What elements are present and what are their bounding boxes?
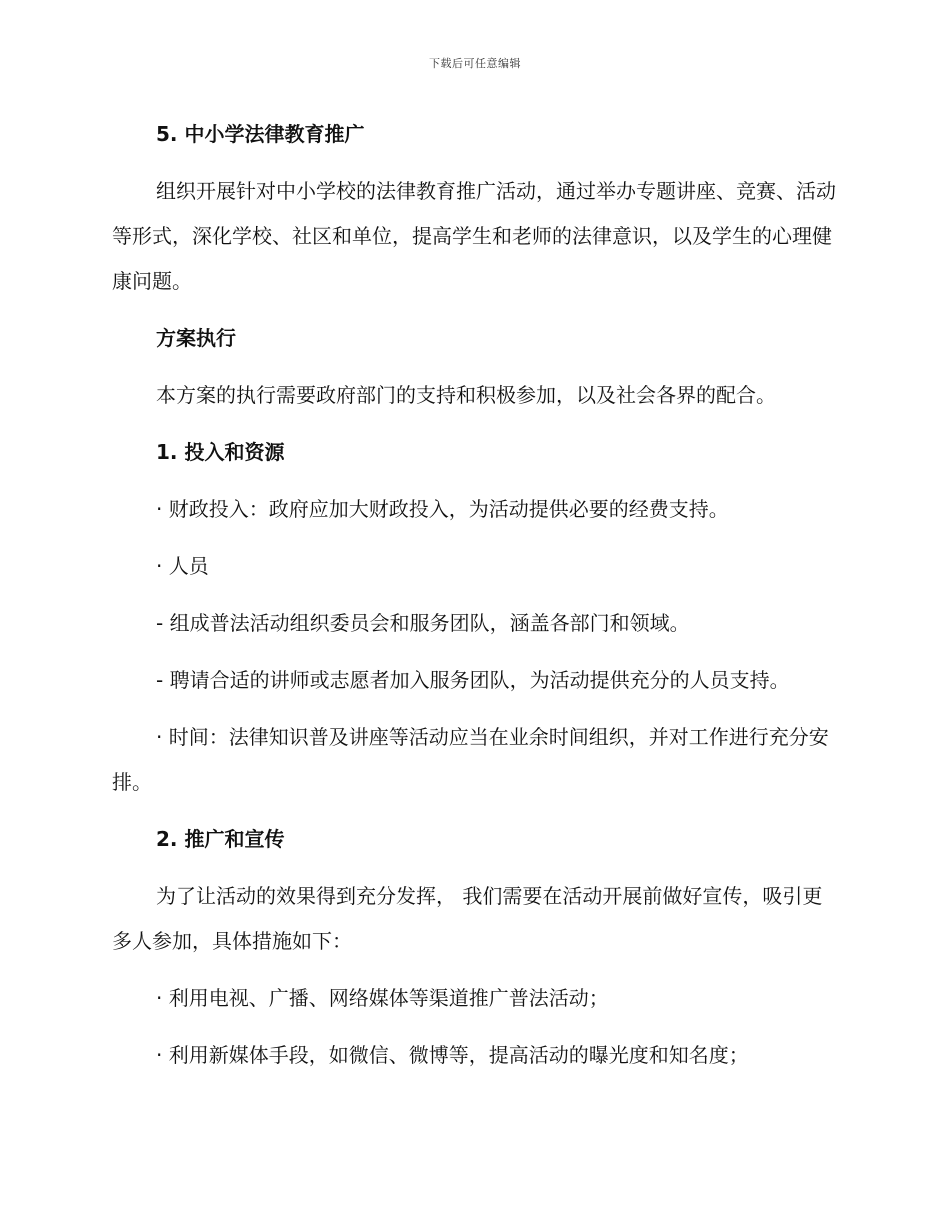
sub-item-lecturers: - 聘请合适的讲师或志愿者加入服务团队，为活动提供充分的人员支持。 [156,668,790,692]
paragraph-promotion: 为了让活动的效果得到充分发挥， 我们需要在活动开展前做好宣传，吸引更多人参加，具体措施如下： [112,884,823,953]
list-item-media: · 利用电视、广播、网络媒体等渠道推广普法活动； [156,986,609,1010]
paragraph-plan-execution: 本方案的执行需要政府部门的支持和积极参加，以及社会各界的配合。 [156,383,776,407]
sub-item-committee: - 组成普法活动组织委员会和服务团队，涵盖各部门和领域。 [156,611,690,635]
paragraph-legal-education: 组织开展针对中小学校的法律教育推广活动，通过举办专题讲座、竞赛、活动等形式，深化学校、社区和单位，提高学生和老师的法律意识，以及学生的心理健康问题。 [112,179,836,293]
heading-investment-resources: 1. 投入和资源 [156,440,285,464]
document-body [112,112,840,1078]
list-item-time: · 时间：法律知识普及讲座等活动应当在业余时间组织，并对工作进行充分安排。 [112,725,829,794]
heading-legal-education: 5. 中小学法律教育推广 [156,122,365,146]
heading-promotion: 2. 推广和宣传 [156,827,285,851]
header-note: 下载后可任意编辑 [429,57,521,70]
list-item-finance: · 财政投入：政府应加大财政投入，为活动提供必要的经费支持。 [156,497,729,521]
list-item-personnel: · 人员 [156,554,209,578]
heading-plan-execution: 方案执行 [156,326,236,350]
list-item-new-media: · 利用新媒体手段，如微信、微博等，提高活动的曝光度和知名度； [156,1043,749,1067]
